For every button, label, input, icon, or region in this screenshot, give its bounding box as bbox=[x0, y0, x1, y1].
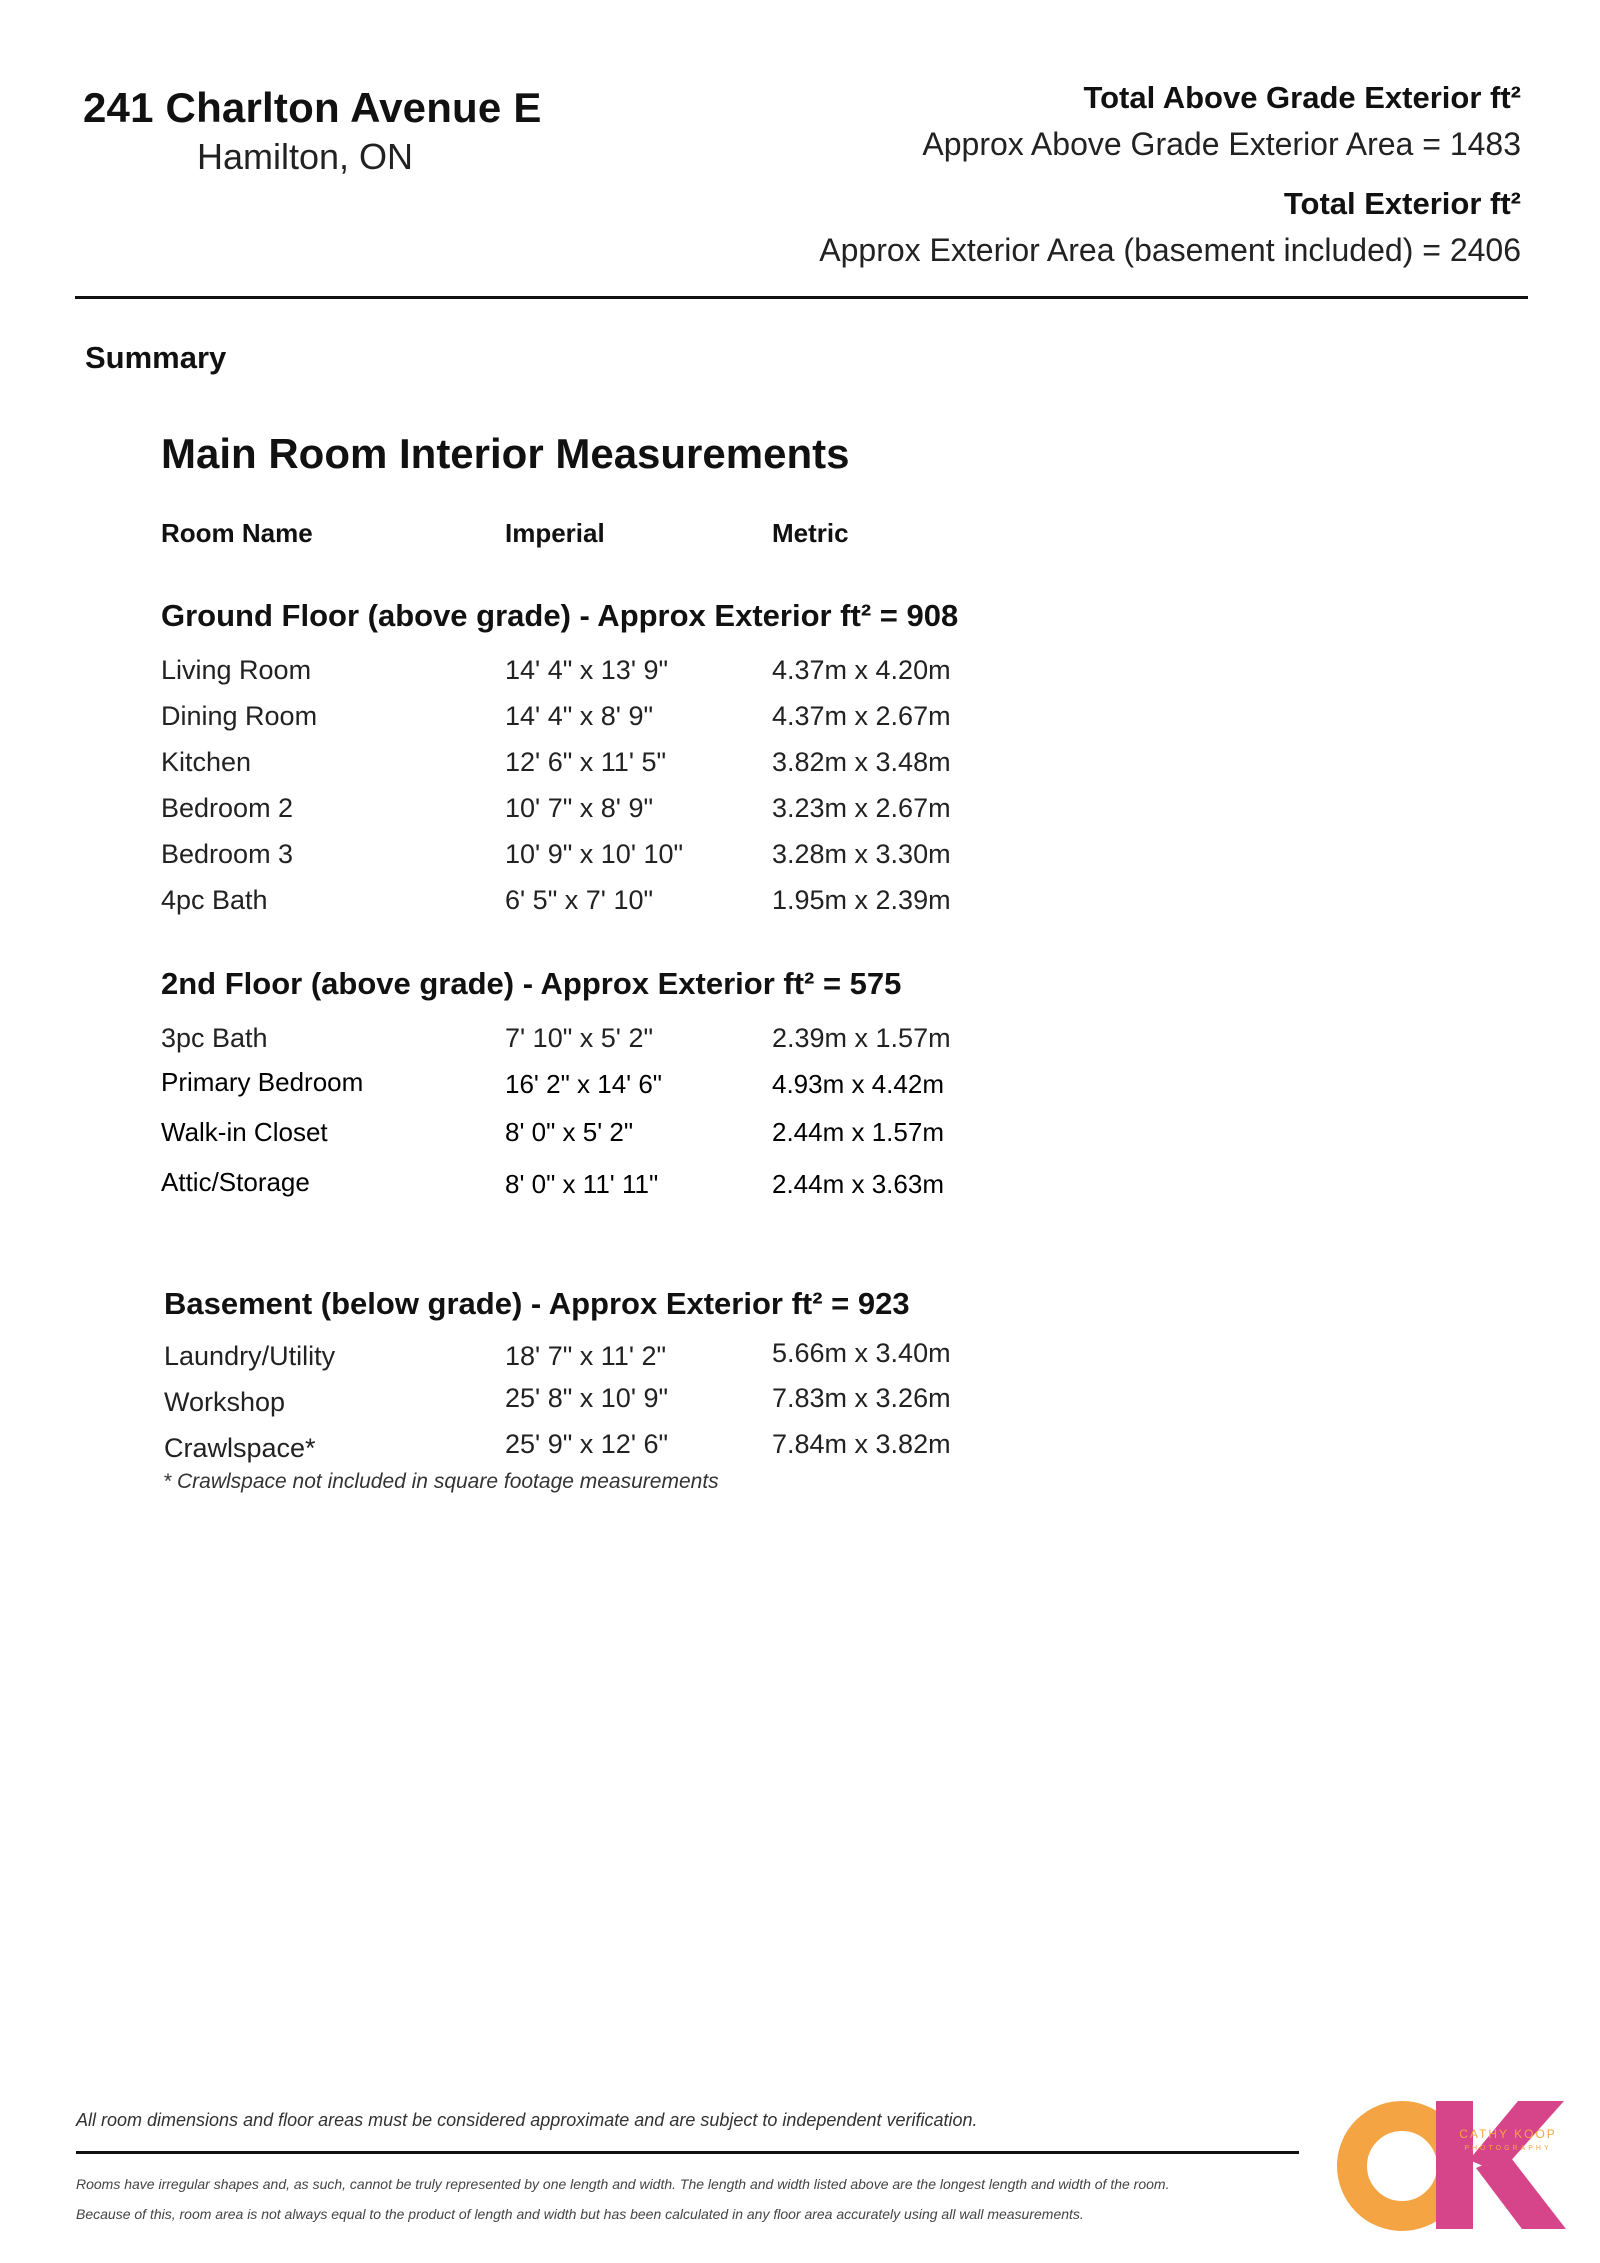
table-row bbox=[161, 839, 1061, 879]
column-header-room-name: Room Name bbox=[161, 518, 313, 548]
room-metric: 4.93m x 4.42m bbox=[772, 1069, 944, 1099]
room-imperial: 7' 10" x 5' 2" bbox=[505, 1023, 654, 1053]
page-title: Main Room Interior Measurements bbox=[161, 430, 850, 477]
table-row bbox=[161, 1067, 1061, 1107]
section-title: Ground Floor (above grade) - Approx Exterior ft² = 908 bbox=[161, 598, 959, 633]
table-row bbox=[161, 885, 1061, 925]
room-metric: 2.39m x 1.57m bbox=[772, 1023, 951, 1053]
room-metric: 4.37m x 4.20m bbox=[772, 655, 951, 685]
room-imperial: 14' 4" x 13' 9" bbox=[505, 655, 669, 685]
section-second-floor bbox=[161, 966, 951, 1199]
room-name: Laundry/Utility bbox=[164, 1341, 336, 1371]
summary-label: Summary bbox=[85, 340, 227, 375]
total-above-grade-value: Approx Above Grade Exterior Area = 1483 bbox=[922, 126, 1521, 162]
total-exterior-value: Approx Exterior Area (basement included) = 2406 bbox=[819, 232, 1521, 268]
room-name: Workshop bbox=[164, 1387, 286, 1417]
room-imperial: 25' 9" x 12' 6" bbox=[505, 1429, 669, 1459]
table-row bbox=[161, 1117, 1061, 1157]
room-name: Kitchen bbox=[161, 747, 252, 777]
section-title: Basement (below grade) - Approx Exterior ft² = 923 bbox=[164, 1286, 910, 1321]
room-name: Dining Room bbox=[161, 701, 318, 731]
room-name: 4pc Bath bbox=[161, 885, 268, 915]
room-imperial: 14' 4" x 8' 9" bbox=[505, 701, 654, 731]
crawlspace-footnote: * Crawlspace not included in square footage measurements bbox=[163, 1470, 719, 1493]
room-metric: 2.44m x 3.63m bbox=[772, 1169, 944, 1199]
property-city: Hamilton, ON bbox=[196, 136, 414, 177]
cathy-koop-photography-logo bbox=[1336, 2098, 1566, 2233]
room-name: Primary Bedroom bbox=[161, 1067, 364, 1097]
room-name: Bedroom 2 bbox=[161, 793, 294, 823]
room-imperial: 10' 9" x 10' 10" bbox=[505, 839, 684, 869]
footer-divider bbox=[76, 2151, 1299, 2154]
table-row bbox=[164, 1429, 1064, 1473]
room-name: 3pc Bath bbox=[161, 1023, 268, 1053]
room-metric: 3.23m x 2.67m bbox=[772, 793, 951, 823]
room-name: Walk-in Closet bbox=[161, 1117, 328, 1147]
column-header-imperial: Imperial bbox=[505, 518, 605, 548]
room-metric: 5.66m x 3.40m bbox=[772, 1338, 951, 1368]
room-imperial: 8' 0" x 5' 2" bbox=[505, 1117, 634, 1147]
table-row bbox=[161, 1023, 1061, 1063]
room-name: Crawlspace* bbox=[164, 1433, 316, 1463]
disclaimer: All room dimensions and floor areas must be considered approximate and are subject to independent verification. bbox=[76, 2110, 978, 2130]
section-basement bbox=[164, 1286, 951, 1463]
table-row bbox=[161, 747, 1061, 787]
room-name: Attic/Storage bbox=[161, 1167, 310, 1197]
table-row bbox=[164, 1338, 1064, 1381]
fine-print-line-2: Because of this, room area is not always equal to the product of length and width but has been calculated in any floor area accurately using all wall measurements. bbox=[76, 2206, 1084, 2222]
section-ground-floor bbox=[161, 598, 959, 915]
table-row bbox=[161, 1167, 1061, 1207]
room-name: Living Room bbox=[161, 655, 312, 685]
room-imperial: 25' 8" x 10' 9" bbox=[505, 1383, 669, 1413]
room-imperial: 18' 7" x 11' 2" bbox=[505, 1341, 667, 1371]
fine-print-line-1: Rooms have irregular shapes and, as such, cannot be truly represented by one length and width. The length and width listed above are the longest length and width of the room. bbox=[76, 2176, 1170, 2192]
room-name: Bedroom 3 bbox=[161, 839, 294, 869]
total-exterior-heading: Total Exterior ft² bbox=[1283, 186, 1521, 221]
table-row bbox=[161, 701, 1061, 741]
table-row bbox=[164, 1383, 1064, 1427]
total-above-grade-heading: Total Above Grade Exterior ft² bbox=[1083, 80, 1521, 115]
ok-logo-graphic bbox=[1336, 2098, 1566, 2233]
room-imperial: 6' 5" x 7' 10" bbox=[505, 885, 654, 915]
property-address: 241 Charlton Avenue E bbox=[83, 84, 542, 131]
room-imperial: 12' 6" x 11' 5" bbox=[505, 747, 667, 777]
room-imperial: 16' 2" x 14' 6" bbox=[505, 1069, 663, 1099]
room-metric: 3.28m x 3.30m bbox=[772, 839, 951, 869]
header-divider bbox=[75, 296, 1528, 299]
room-imperial: 10' 7" x 8' 9" bbox=[505, 793, 654, 823]
section-title: 2nd Floor (above grade) - Approx Exterior ft² = 575 bbox=[161, 966, 902, 1001]
logo-text-tagline: PHOTOGRAPHY bbox=[1464, 2145, 1552, 2152]
logo-text-name: CATHY KOOP bbox=[1459, 2127, 1557, 2141]
room-metric: 7.84m x 3.82m bbox=[772, 1429, 951, 1459]
table-row bbox=[161, 793, 1061, 833]
room-metric: 7.83m x 3.26m bbox=[772, 1383, 951, 1413]
room-metric: 2.44m x 1.57m bbox=[772, 1117, 944, 1147]
column-header-metric: Metric bbox=[772, 518, 849, 548]
room-metric: 4.37m x 2.67m bbox=[772, 701, 951, 731]
room-metric: 3.82m x 3.48m bbox=[772, 747, 951, 777]
room-imperial: 8' 0" x 11' 11" bbox=[505, 1169, 659, 1199]
table-row bbox=[161, 655, 1061, 695]
room-metric: 1.95m x 2.39m bbox=[772, 885, 951, 915]
